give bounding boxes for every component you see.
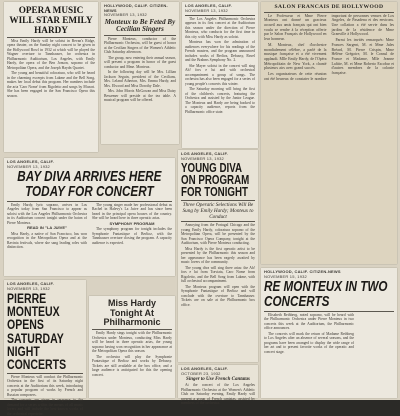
paragraph: Miss Emily Hardy will be soloist in Bevan's Ridge, opera theater, on the Sunday night concert to be given in the Hollywood Bowl in 1932 at which will be played the Wagner overture to Tannhauser, for orchestra in Philharmonic Auditorium, Los Angeles, with Emily Hardy, the opera of the Ben Jonson, soprano of the Metropolitan Opera, and the Joseph Haydn Quartet.	[7, 38, 95, 70]
paragraph: Les organisateurs de cette réunion ont été heureux de constater le nombre important de personnes venues de Los Angeles, de Pasadena et des environs. Une collation a été servie dans les jardins de la résidence de Mme Granville à Hollywood.	[264, 13, 394, 81]
clipping-body	[104, 37, 176, 103]
headline: YOUNG DIVA ON PROGRAM FOR TONIGHT	[181, 161, 250, 199]
paragraph: Mrs. John Morris McGowan and Miss Daisy Bessemer will preside at the tea table. A musical program will be offered.	[104, 89, 176, 103]
divider	[181, 221, 255, 222]
paragraph: In the following day will be Mrs. Lillian Jackson Seguin, president of the Cecilians, Mrs. Leland Atherton, Mrs. Emma Hardy, and Mrs. Elwood and Miss Dorothy Dale.	[104, 70, 176, 88]
dateline-publication: LOS ANGELES, CALIF.	[185, 3, 232, 8]
dateline-date: NOVEMBER 13, 1932	[7, 163, 50, 169]
headline: Miss Hardy Tonight At Philharmonic	[103, 298, 161, 328]
headline: Monteux to Be Feted By Cecilian Singers	[104, 17, 176, 33]
paragraph: The young and beautiful coloratura, who will be heard in the charming excerpts from Lakme and the Bell Song, makes her local debut this program. Her numbers include the aria 'Caro Nome' from Rigoletto and songs by Mozart. She has been engaged in the San Francisco Opera this season.	[7, 71, 95, 98]
divider	[185, 15, 255, 16]
clipping-bay-diva	[4, 158, 175, 276]
headline: Singer to Use French Cantatas	[186, 377, 250, 382]
paragraph: M. Monteux, chef d'orchestre mondialement célèbre, a parlé de la musique française et a été vivement applaudi. Mlle Emily Hardy, de l'Opéra Métropolitain de New York, a chanté plusieurs airs avec grand succès.	[264, 42, 327, 71]
dateline-date: NOVEMBER 13, 1932	[185, 7, 228, 13]
headline: RE MONTEUX IN TWO CONCERTS	[264, 278, 388, 310]
paragraph: Pierre Monteux will conduct the Philharmonic Orchestra in the first of its Saturday night concerts at the Auditorium this week, introducing a popular program of works by French and Russian composers.	[7, 374, 83, 397]
dateline-publication: LOS ANGELES, CALIF.	[7, 281, 54, 286]
clipping-body	[7, 375, 83, 416]
clipping-body	[181, 383, 255, 406]
paragraph: Miss Hardy, a native of San Francisco, has won recognition in the Metropolitan Opera and at the Ravinia festivals, where she sang leading roles with distinction.	[7, 231, 87, 250]
paragraph: Annoying from the Portugal Chicago and the young Emily Hardy, coloratura soprano of the Metropolitan Opera, will be presented by the San Francisco Opera Company, tonight at the Auditorium, with Pierre Monteux conducting.	[181, 223, 255, 246]
clipping-monteux-two-concerts	[261, 268, 397, 398]
paragraph: The Monteux program will open with the Symphonie Fantastique of Berlioz and will conclude with the overture to Tannhauser. Tickets are on sale at the Philharmonic box office.	[181, 284, 255, 307]
clipping-singer-cantatas	[178, 365, 258, 406]
dateline	[181, 152, 255, 161]
clipping-monteux-fete	[101, 2, 179, 144]
dateline-date: NOVEMBER 13, 1932	[104, 12, 147, 17]
paragraph: She Mayer soloist in the concert will sing Ah! fors e lui and with orchestral accompaniment a group of songs. The orchestra has also been engaged for a series of young people's concerts this winter.	[185, 63, 255, 86]
divider	[7, 373, 83, 374]
paragraph: The symphony program for tonight includes the Symphonie Fantastique of Berlioz, with the Tannhauser overture closing the program. A capacity audience is expected.	[92, 227, 172, 245]
subheadline: Three Operatic Selections Will Be Sung by Emily Hardy; Monteux to Conduct	[182, 201, 254, 220]
dateline-date: NOVEMBER 13, 1932	[181, 155, 224, 161]
paragraph: The Saturday morning will bring the first of the children's concerts, featuring the Orchestra and assisted by the Junior League. The Monteux and Hardy are being booked to a capacity audience, reports from the Philharmonic office state.	[185, 87, 255, 114]
dateline-publication: HOLLYWOOD, CALIF. CITIZEN-NEWS	[264, 269, 341, 274]
clipping-salon-francais	[261, 2, 397, 264]
clipping-miss-hardy-tonight	[89, 296, 175, 398]
clipping-body	[7, 203, 172, 250]
paragraph: Emily Hardy sings tonight with the Philharmonic Orchestra under Monteux, conducting Miss Hardy will be heard in three operatic arias, the young soprano having won recognition in her appearance at the Metropolitan Opera this season.	[92, 331, 172, 354]
paragraph: At the concert of the Los Angeles Philharmonic Orchestra at the Women's Athletic Club on Saturday evening, Emily Hardy will present a group of French cantatas, assisted by members of the orchestra.	[181, 383, 255, 406]
headline: SALON FRANCAIS DE HOLLYWOOD	[274, 4, 384, 10]
divider	[7, 37, 95, 38]
dateline-publication: HOLLYWOOD, CALIF. CITIZEN-NEWS	[104, 3, 168, 13]
headline: OPERA MUSIC WILL STAR EMILY HARDY	[9, 5, 93, 35]
headline: PIERRE MONTEUX OPENS SATURDAY NIGHT CONCERTS	[7, 291, 67, 373]
headline: BAY DIVA ARRIVES HERE TODAY FOR CONCERT	[17, 168, 162, 200]
clipping-monteux-saturday	[4, 280, 86, 416]
dateline-publication: LOS ANGELES, CALIF.	[181, 366, 228, 371]
paragraph: Parmi les invités remarqués: Mme Frances Sargent, M. et Mme Jules Bréard, M. Pierre Crispin, Mme Hélène Grégoire, M. le Consul de France et Madame, Mlle Jeanne Lafitte, M. et Mme Roberto Escobar et d'autres membres de la colonie française.	[331, 38, 394, 76]
divider	[92, 329, 172, 330]
section-subhead: READ IN "LA JUIVE"	[27, 225, 67, 231]
paragraph: Le Professeur et Mme Pierre Monteux ont donné un gracieux accueil aux amis français qui ont bien voulu se rendre à la réception offerte par le Salon Français de Hollywood en leur honneur.	[264, 13, 327, 42]
divider	[264, 12, 394, 13]
divider	[264, 311, 394, 312]
paragraph: The concerts are given in response to the demand for a series within the means of all music lovers and will include the best-known works of the orchestral repertoire.	[7, 398, 83, 416]
dateline-publication: LOS ANGELES, CALIF.	[181, 151, 228, 156]
section-subhead: SYMPHONY PROGRAM	[109, 220, 155, 226]
paragraph: The group, now entering their annual season, will present a program in honor of the guest conductor and Mme. Monteux.	[104, 55, 176, 69]
paragraph: Monteux has won the admiration of audiences everywhere for his readings of the French masters, and the program announced includes works of Berlioz, Debussy, Ravel and the Brahms Symphony No. 2.	[185, 40, 255, 63]
paragraph: The Los Angeles Philharmonic Orchestra appears in its first concert at the Auditorium this season under the direction of Pierre Monteux, who conducts for the first time in this city with Miss Hardy as soloist.	[185, 16, 255, 39]
divider	[181, 200, 255, 201]
clipping-body	[264, 14, 394, 82]
divider	[104, 35, 176, 36]
dateline	[181, 367, 255, 376]
divider	[7, 201, 172, 202]
dateline-publication: LOS ANGELES, CALIF.	[7, 159, 54, 164]
paragraph: Pierre Monteux, conductor of the Philharmonic Orchestra, will be guest of honor at the Cecilian Singers of the Women's Athletic Club Saturday afternoon.	[104, 36, 176, 55]
paragraph: The young singer made her professional debut as Rachel in Halevy's La Juive and has since been heard in the principal opera houses of the country. She will be heard here in three operatic arias.	[92, 202, 172, 221]
clipping-body	[185, 17, 255, 115]
dateline	[104, 4, 176, 18]
paragraph: The orchestra will play the Symphonie Fantastique of Berlioz and works by Debussy. Tickets are still available at the box office, and a large audience is anticipated for this the opening concert.	[92, 354, 172, 377]
paragraph: The concerts will mark the return of Madame Rethberg to Los Angeles after an absence of several seasons, and the programs have been arranged to display the wide range of her art and to present favorite works of the operatic and concert stage.	[264, 331, 354, 354]
clipping-opera-music	[4, 2, 98, 152]
clipping-body	[181, 223, 255, 307]
dateline	[7, 282, 83, 291]
dateline-date: OCTOBER 23, 1932	[181, 370, 221, 376]
clipping-mid-column	[182, 2, 258, 148]
dateline	[185, 4, 255, 13]
clipping-young-diva	[178, 150, 258, 362]
clipping-body	[7, 39, 95, 99]
paragraph: Emily Hardy, lyric soprano, arrives in Los Angeles today from San Francisco to appear as soloist with the Los Angeles Philharmonic Orchestra in its Auditorium concert tonight under the baton of Pierre Monteux.	[7, 202, 87, 225]
dateline-date: NOVEMBER 15, 1932	[264, 273, 307, 279]
paragraph: Elisabeth Rethberg, noted soprano, will be heard with the Philharmonic Orchestra under Pierre Monteux in two concerts this week at the Auditorium, the Philharmonic office announces.	[264, 312, 354, 331]
clipping-body	[92, 331, 172, 377]
dateline-date: NOVEMBER 13, 1932	[7, 285, 50, 291]
paragraph: Miss Hardy is the first operatic artist to be presented by the Philharmonic this season and her appearance has been eagerly awaited by music lovers of the community.	[181, 246, 255, 265]
paragraph: The young diva will sing three arias: the Ah! fors e lui from Traviata, Caro Nome from Rigoletto, and the Bell Song from Lakme, with full orchestral accompaniment.	[181, 265, 255, 284]
clipping-body	[264, 313, 354, 355]
